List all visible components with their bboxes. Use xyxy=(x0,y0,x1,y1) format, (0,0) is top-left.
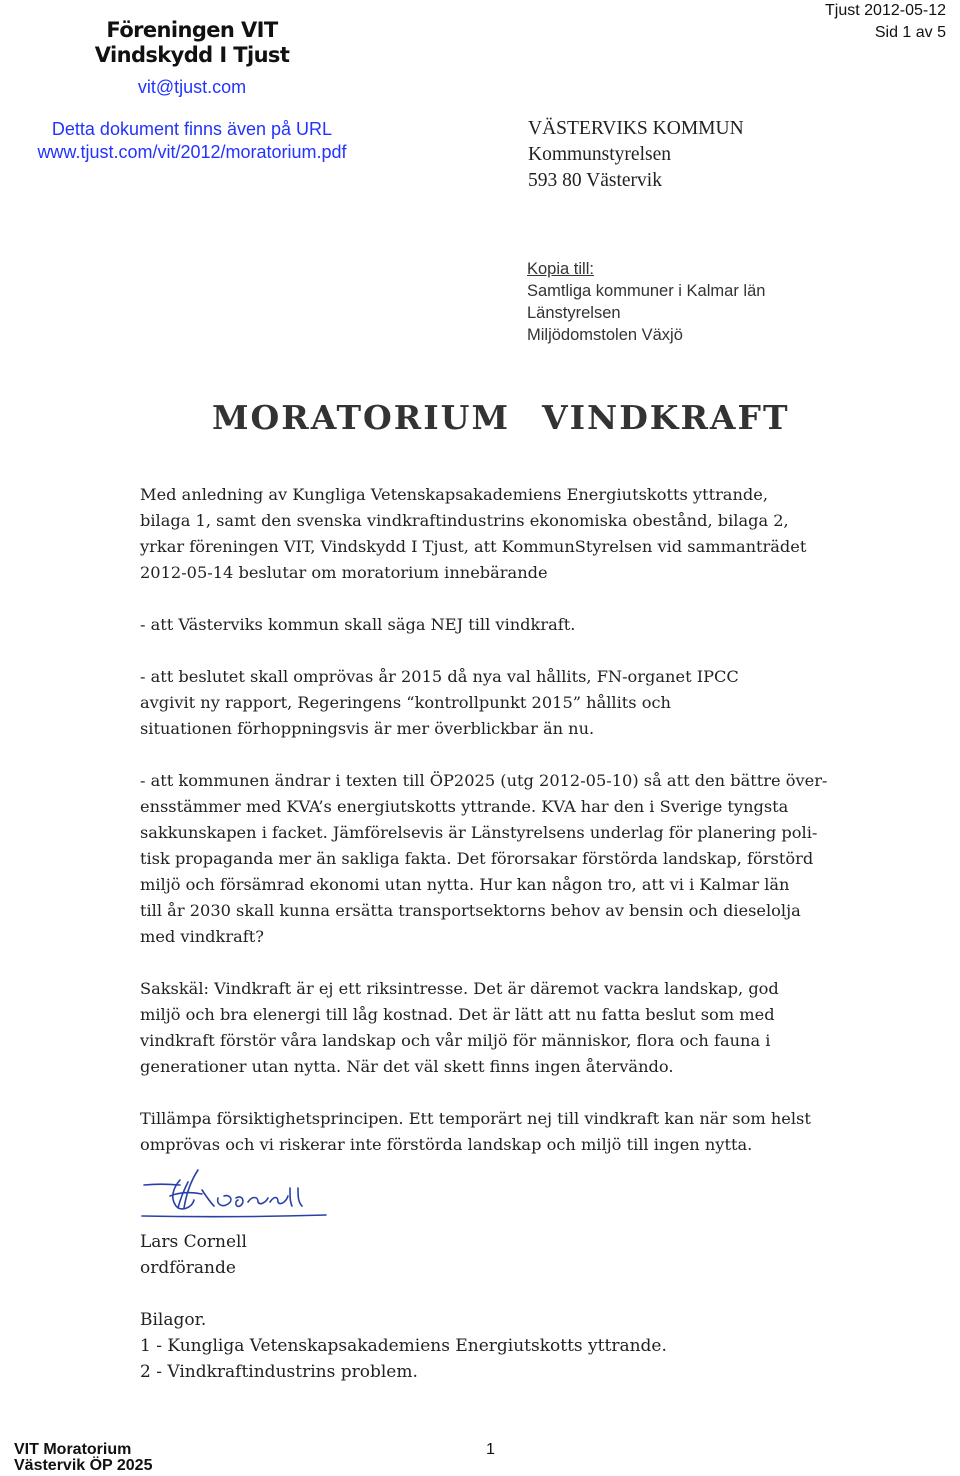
demand-point-3 xyxy=(140,768,860,950)
principle-line: omprövas och vi riskerar inte förstörda landskap och miljö till ingen nytta. xyxy=(140,1135,753,1154)
demand-point-1 xyxy=(140,612,860,638)
recipient-line1: VÄSTERVIKS KOMMUN xyxy=(528,118,744,139)
demand-line: miljö och försämrad ekonomi utan nytta. Hur kan någon tro, att vi i Kalmar län xyxy=(140,875,790,894)
demand-line: med vindkraft? xyxy=(140,927,264,946)
document-url-link[interactable]: www.tjust.com/vit/2012/moratorium.pdf xyxy=(37,142,347,162)
recipient-line2: Kommunstyrelsen xyxy=(528,144,671,165)
footer-line2: Västervik ÖP 2025 xyxy=(14,1457,153,1474)
footer-label xyxy=(14,1442,152,1474)
demand-line: - att beslutet skall omprövas år 2015 då nya val hållits, FN-organet IPCC xyxy=(140,667,739,686)
reasons-line: generationer utan nytta. När det väl skett finns ingen återvändo. xyxy=(140,1057,674,1076)
demand-line: till år 2030 skall kunna ersätta transportsektorns behov av bensin och dieselolja xyxy=(140,901,801,920)
place-date: Tjust 2012-05-12 xyxy=(825,2,946,19)
signer-role: ordförande xyxy=(140,1258,236,1278)
organization-name-line1: Föreningen VIT xyxy=(106,18,278,42)
copy-to-heading: Kopia till: xyxy=(527,260,594,278)
copy-to-block xyxy=(527,258,765,346)
intro-line: 2012-05-14 beslutar om moratorium innebärande xyxy=(140,563,548,582)
copy-to-item: Miljödomstolen Växjö xyxy=(527,326,683,344)
signer-block xyxy=(140,1229,247,1281)
attachments-list xyxy=(140,1307,667,1385)
intro-paragraph xyxy=(140,482,860,586)
page-count: Sid 1 av 5 xyxy=(874,24,946,41)
demand-line: avgivit ny rapport, Regeringens “kontrollpunkt 2015” hållits och xyxy=(140,693,671,712)
document-title-word1: MORATORIUM xyxy=(212,398,510,437)
recipient-line3: 593 80 Västervik xyxy=(528,170,662,191)
organization-email-link[interactable]: vit@tjust.com xyxy=(137,77,247,97)
footer-page-number: 1 xyxy=(486,1441,495,1458)
page-info xyxy=(825,0,946,44)
attachments-heading: Bilagor. xyxy=(140,1310,207,1330)
organization-name xyxy=(0,18,384,68)
signature-drawing xyxy=(140,1162,330,1226)
demand-point-2 xyxy=(140,664,860,742)
copy-to-item: Länstyrelsen xyxy=(527,304,621,322)
intro-line: Med anledning av Kungliga Vetenskapsakademiens Energiutskotts yttrande, xyxy=(140,485,768,504)
reasons-paragraph xyxy=(140,976,860,1080)
demand-line: situationen förhoppningsvis är mer överblickbar än nu. xyxy=(140,719,595,738)
attachment-item: 1 - Kungliga Vetenskapsakademiens Energiutskotts yttrande. xyxy=(140,1336,667,1356)
copy-to-item: Samtliga kommuner i Kalmar län xyxy=(527,282,766,300)
demand-line: tisk propaganda mer än sakliga fakta. Det förorsakar förstörda landskap, förstörd xyxy=(140,849,814,868)
reasons-line: miljö och bra elenergi till låg kostnad. Det är lätt att nu fatta beslut som med xyxy=(140,1005,775,1024)
principle-paragraph xyxy=(140,1106,860,1158)
signer-name: Lars Cornell xyxy=(140,1232,247,1252)
reasons-line: vindkraft förstör våra landskap och vår miljö för människor, flora och fauna i xyxy=(140,1031,771,1050)
letter-body xyxy=(140,482,860,1158)
recipient-address xyxy=(528,116,744,194)
demand-line: - att Västerviks kommun skall säga NEJ till vindkraft. xyxy=(140,615,576,634)
document-url-note-text: Detta dokument finns även på URL xyxy=(51,119,333,139)
document-title xyxy=(212,398,790,438)
document-title-word2: VINDKRAFT xyxy=(541,398,790,437)
intro-line: yrkar föreningen VIT, Vindskydd I Tjust, att KommunStyrelsen vid sammanträdet xyxy=(140,537,807,556)
document-url-note xyxy=(0,118,384,164)
principle-line: Tillämpa försiktighetsprincipen. Ett temporärt nej till vindkraft kan när som helst xyxy=(140,1109,811,1128)
reasons-line: Sakskäl: Vindkraft är ej ett riksintresse. Det är däremot vackra landskap, god xyxy=(140,979,779,998)
footer-line1: VIT Moratorium xyxy=(14,1441,132,1458)
handwritten-signature xyxy=(140,1162,330,1226)
demand-line: sakkunskapen i facket. Jämförelsevis är Länstyrelsens underlag för planering poli- xyxy=(140,823,818,842)
organization-name-line2: Vindskydd I Tjust xyxy=(94,43,290,67)
demand-line: - att kommunen ändrar i texten till ÖP2025 (utg 2012-05-10) så att den bättre över- xyxy=(140,771,828,790)
attachment-item: 2 - Vindkraftindustrins problem. xyxy=(140,1362,418,1382)
intro-line: bilaga 1, samt den svenska vindkraftindustrins ekonomiska obestånd, bilaga 2, xyxy=(140,511,789,530)
demand-line: ensstämmer med KVA’s energiutskotts yttrande. KVA har den i Sverige tyngsta xyxy=(140,797,789,816)
